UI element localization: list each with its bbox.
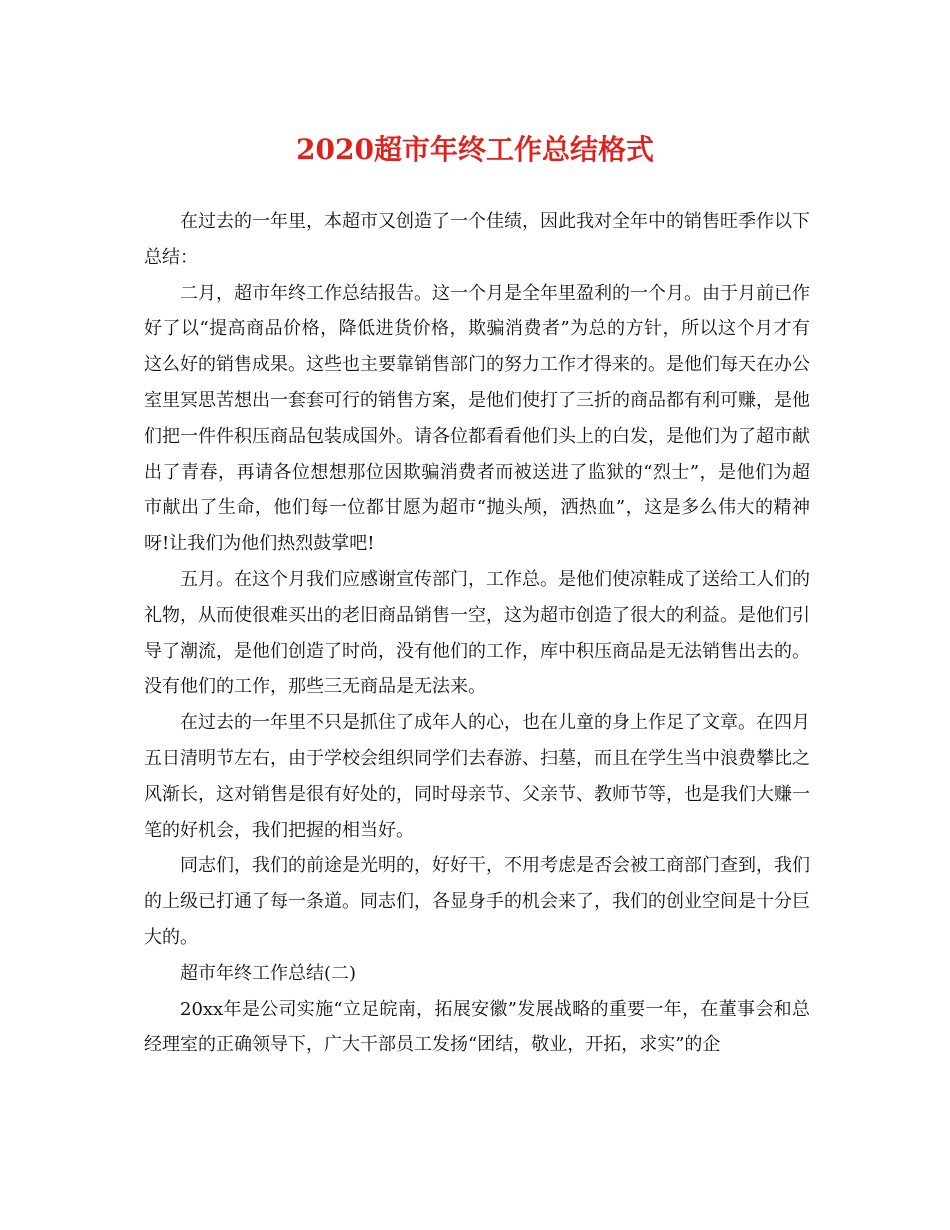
- document-body: [144, 204, 810, 1063]
- document-title: 2020超市年终工作总结格式: [296, 133, 654, 166]
- paragraph-may: 五月。在这个月我们应感谢宣传部门，工作总。是他们使凉鞋成了送给工人们的礼物，从而使很难买出的老旧商品销售一空，这为超市创造了很大的利益。是他们引导了潮流，是他们创造了时尚，没有他们的工作，库中积压商品是无法销售出去的。没有他们的工作，那些三无商品是无法来。: [144, 568, 810, 698]
- paragraph-children: 在过去的一年里不只是抓住了成年人的心，也在儿童的身上作足了文章。在四月五日清明节左右，由于学校会组织同学们去春游、扫墓，而且在学生当中浪费攀比之风渐长，这对销售是很有好处的，同时母亲节、父亲节、教师节等，也是我们大赚一笔的好机会，我们把握的相当好。: [144, 712, 810, 841]
- paragraph-february: 二月，超市年终工作总结报告。这一个月是全年里盈利的一个月。由于月前已作好了以“提高商品价格，降低进货价格，欺骗消费者”为总的方针，所以这个月才有这么好的销售成果。这些也主要靠销售部门的努力工作才得来的。是他们每天在办公室里冥思苦想出一套套可行的销售方案，是他们使打了三折的商品都有利可赚，是他们把一件件积压商品包装成国外。请各位都看看他们头上的白发，是他们为了超市献出了青春，再请各位想想那位因欺骗消费者而被送进了监狱的“烈士”，是他们为超市献出了生命，他们每一位都甘愿为超市“抛头颅，洒热血”，这是多么伟大的精神呀!让我们为他们热烈鼓掌吧!: [144, 282, 810, 555]
- section-heading-part-two: 超市年终工作总结(二): [180, 962, 357, 984]
- paragraph-intro: 在过去的一年里，本超市又创造了一个佳绩，因此我对全年中的销售旺季作以下总结：: [144, 211, 810, 268]
- paragraph-comrades: 同志们，我们的前途是光明的，好好干，不用考虑是否会被工商部门查到，我们的上级已打通了每一条道。同志们，各显身手的机会来了，我们的创业空间是十分巨大的。: [144, 855, 810, 948]
- paragraph-company-strategy: 20xx年是公司实施“立足皖南，拓展安徽”发展战略的重要一年，在董事会和总经理室的正确领导下，广大干部员工发扬“团结，敬业，开拓，求实”的企: [144, 998, 810, 1056]
